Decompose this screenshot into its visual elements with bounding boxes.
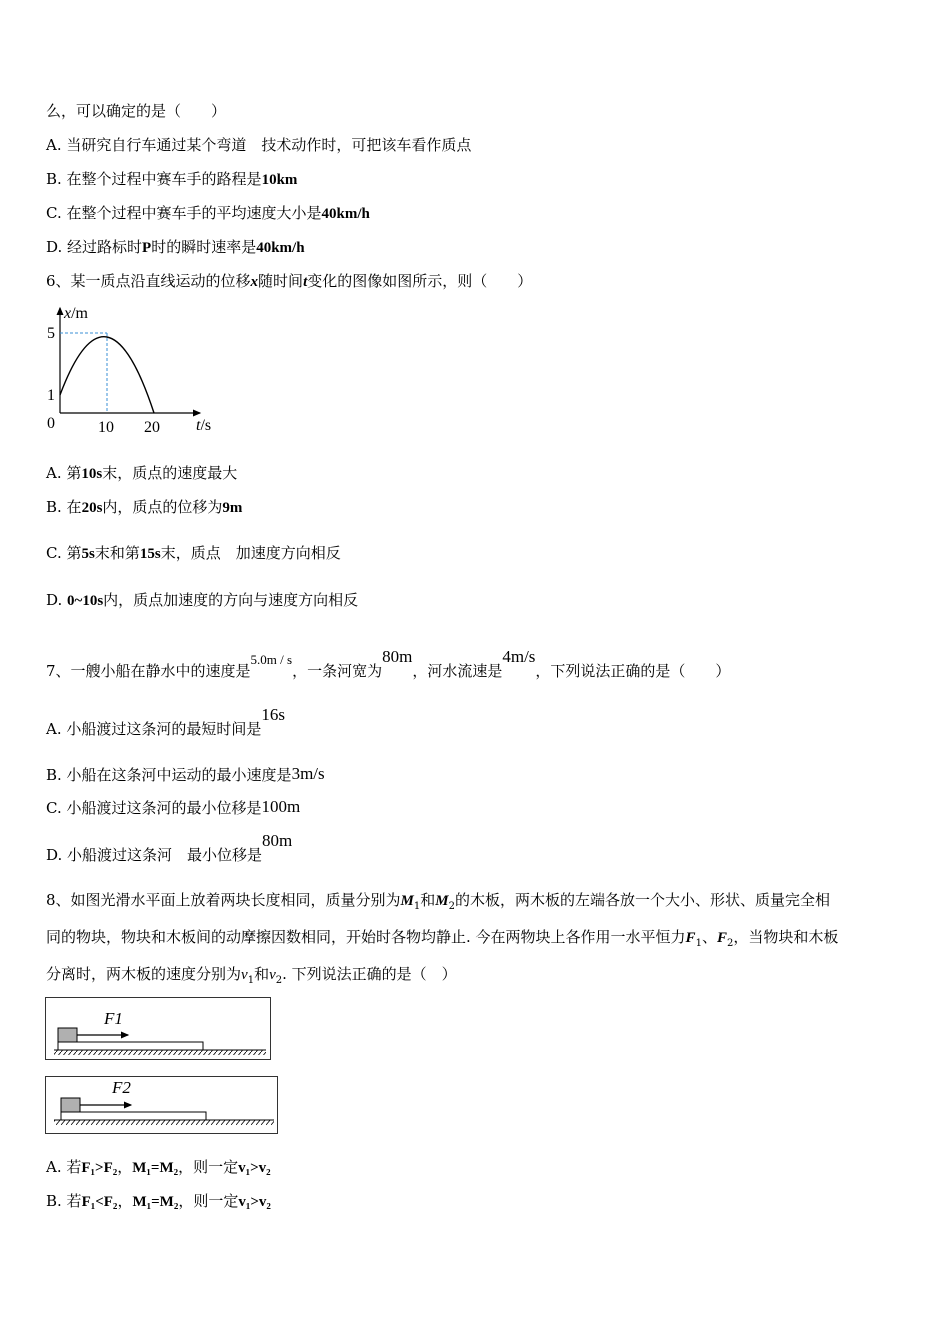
board-1 (58, 1042, 203, 1050)
tick-origin: 0 (47, 415, 55, 432)
q8-figure-2 (45, 1076, 278, 1134)
q6-option-b: B. 在20s内，质点的位移为9m (46, 498, 243, 516)
tick-y-5: 5 (47, 325, 55, 342)
q8-figure-1 (45, 997, 271, 1060)
q7-stem: 7、一艘小船在静水中的速度是5.0m / s，一条河宽为80m，河水流速是4m/s，下列说法正确的是（ ） (46, 647, 731, 680)
q8-stem-line-1: 8、如图光滑水平面上放着两块长度相同，质量分别为$M_1$和$M_2$的木板，两木板的左端各放一个大小、形状、质量完全相 (46, 891, 831, 912)
q6-option-d: D. 0~10s内，质点加速度的方向与速度方向相反 (46, 591, 359, 609)
q6-stem: 6、某一质点沿直线运动的位移x随时间t变化的图像如图所示，则（ ） (46, 272, 533, 290)
tick-x-10: 10 (98, 419, 114, 436)
q5-option-a: A. 当研究自行车通过某个弯道 技术动作时，可把该车看作质点 (46, 136, 472, 154)
q5-option-c: C. 在整个过程中赛车手的平均速度大小是40km/h (46, 204, 370, 222)
svg-text:t/s: t/s (196, 417, 212, 434)
q7-option-c: C. 小船渡过这条河的最小位移是100m (46, 797, 301, 817)
q5-stem-continuation: 么，可以确定的是（ ） (46, 102, 227, 120)
block-1 (58, 1028, 77, 1042)
q8-option-a: A. 若F₁>F₂，M₁=M₂，则一定v₁>v₂ (46, 1158, 271, 1176)
q7-option-b: B. 小船在这条河中运动的最小速度是3m/s (46, 764, 325, 784)
q7-option-d: D. 小船渡过这条河 最小位移是80m (46, 831, 293, 864)
svg-text:F1: F1 (104, 1009, 123, 1028)
q6-option-c: C. 第5s末和第15s末，质点 加速度方向相反 (46, 544, 341, 562)
board-2 (61, 1112, 206, 1120)
block-2 (61, 1098, 80, 1112)
tick-y-1: 1 (47, 387, 55, 404)
q8-stem-line-3: 分离时，两木板的速度分别为$v_1$和$v_2$. 下列说法正确的是（ ） (46, 965, 457, 986)
q5-option-b: B. 在整个过程中赛车手的路程是10km (46, 170, 298, 188)
q8-option-b: B. 若F₁<F₂，M₁=M₂，则一定v₁>v₂ (46, 1192, 271, 1210)
tick-x-20: 20 (144, 419, 160, 436)
svg-text:F2: F2 (112, 1078, 131, 1097)
q5-option-d: D. 经过路标时P时的瞬时速率是40km/h (46, 238, 305, 256)
q7-option-a: A. 小船渡过这条河的最短时间是16s (46, 705, 285, 738)
q6-option-a: A. 第10s末，质点的速度最大 (46, 464, 238, 482)
q6-xt-graph (40, 300, 230, 440)
svg-text:x/m: x/m (64, 305, 88, 322)
q8-stem-line-2: 同的物块，物块和木板间的动摩擦因数相同，开始时各物均静止. 今在两物块上各作用一水平恒力$F_1$、$F_2$，当物块和木板 (46, 928, 839, 949)
